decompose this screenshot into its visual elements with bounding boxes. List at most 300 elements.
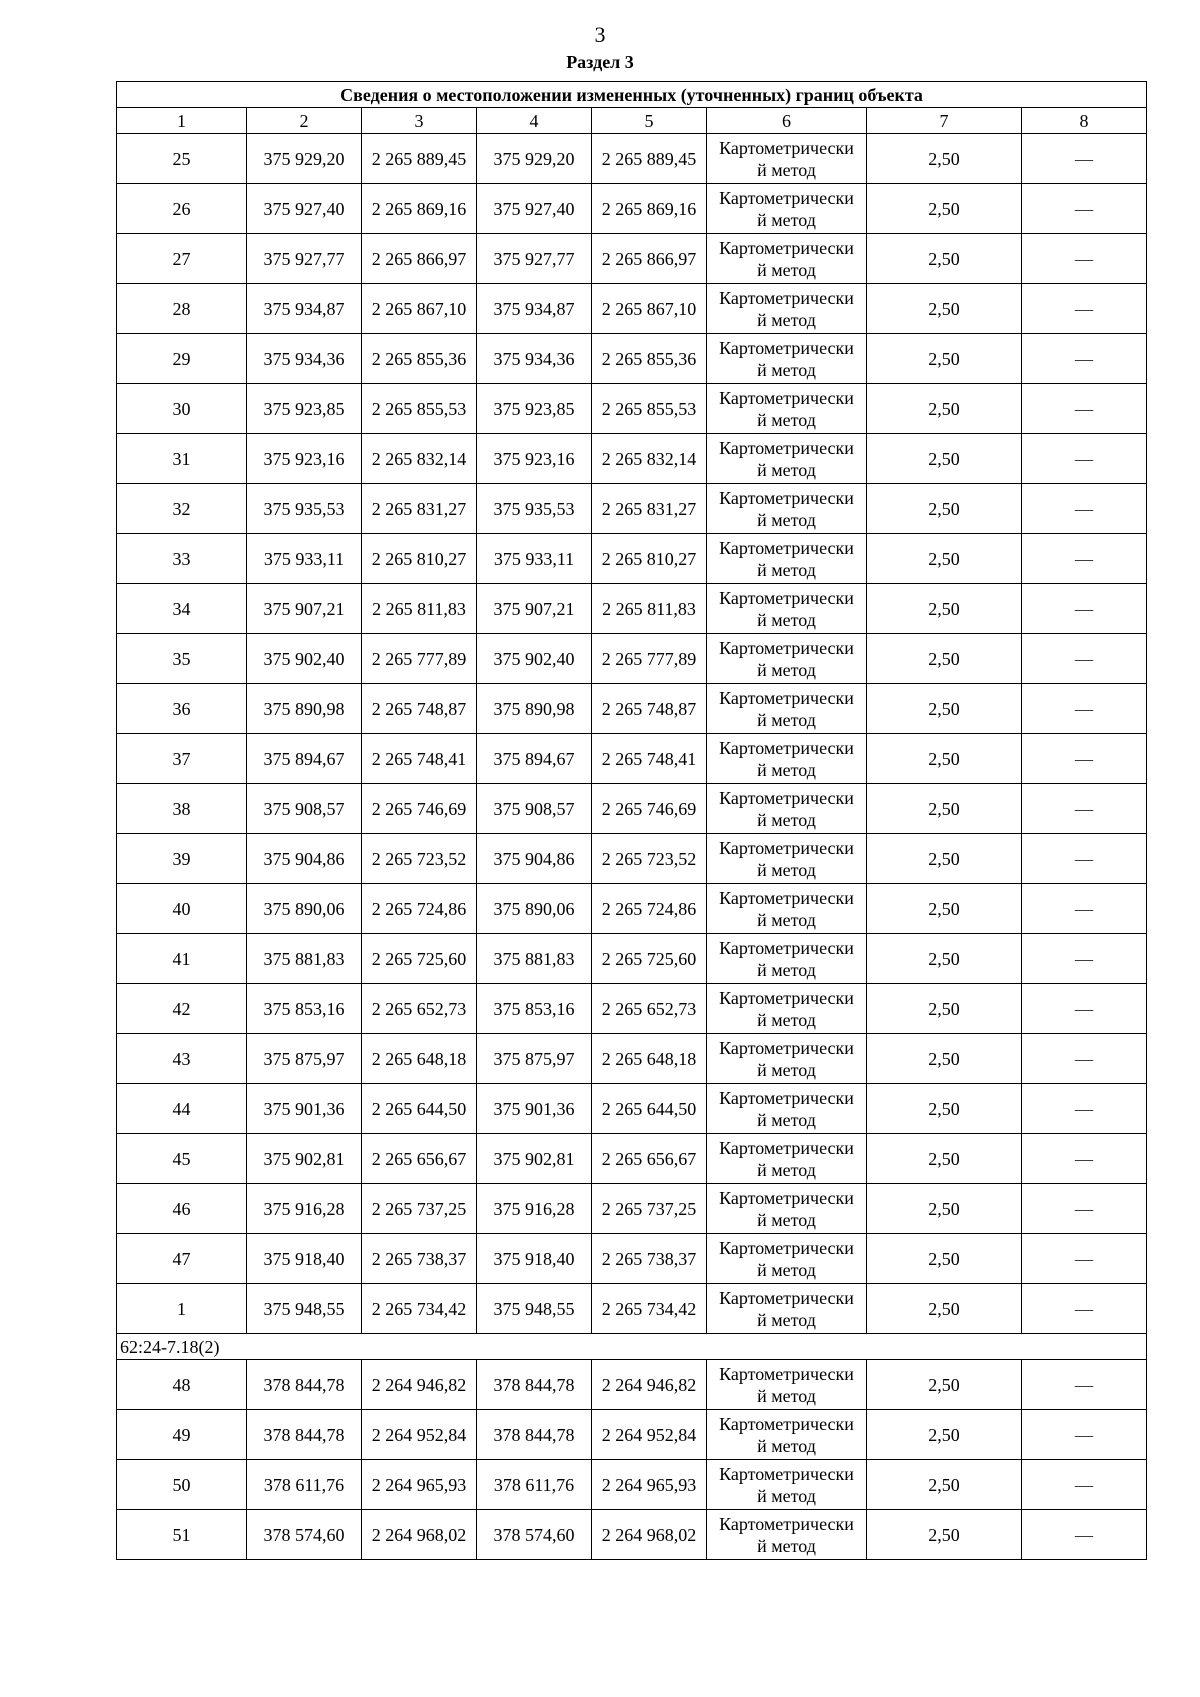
method-line-1: Картометрически xyxy=(719,1087,854,1108)
existing-y-cell: 2 265 746,69 xyxy=(362,784,477,834)
existing-x-cell: 375 890,98 xyxy=(247,684,362,734)
refined-x-cell: 375 904,86 xyxy=(477,834,592,884)
method-line-2: й метод xyxy=(757,1435,816,1456)
point-number-cell: 31 xyxy=(117,434,247,484)
point-number-cell: 47 xyxy=(117,1234,247,1284)
refined-x-cell: 375 916,28 xyxy=(477,1184,592,1234)
existing-x-cell: 375 894,67 xyxy=(247,734,362,784)
existing-x-cell: 378 574,60 xyxy=(247,1510,362,1560)
point-number-cell: 37 xyxy=(117,734,247,784)
existing-x-cell: 375 935,53 xyxy=(247,484,362,534)
point-number-cell: 32 xyxy=(117,484,247,534)
description-cell: — xyxy=(1022,834,1147,884)
group-row xyxy=(117,1334,1147,1360)
method-line-2: й метод xyxy=(757,859,816,880)
existing-x-cell: 378 611,76 xyxy=(247,1460,362,1510)
method-cell xyxy=(707,834,867,884)
method-line-1: Картометрически xyxy=(719,1287,854,1308)
method-line-1: Картометрически xyxy=(719,1037,854,1058)
refined-x-cell: 375 918,40 xyxy=(477,1234,592,1284)
refined-x-cell: 375 948,55 xyxy=(477,1284,592,1334)
refined-y-cell: 2 265 723,52 xyxy=(592,834,707,884)
page-number: 3 xyxy=(594,22,606,47)
method-cell xyxy=(707,1184,867,1234)
method-line-2: й метод xyxy=(757,1259,816,1280)
existing-y-cell: 2 265 723,52 xyxy=(362,834,477,884)
existing-x-cell: 375 927,77 xyxy=(247,234,362,284)
method-cell xyxy=(707,284,867,334)
existing-y-cell: 2 264 968,02 xyxy=(362,1510,477,1560)
description-cell: — xyxy=(1022,284,1147,334)
method-line-1: Картометрически xyxy=(719,337,854,358)
refined-y-cell: 2 265 738,37 xyxy=(592,1234,707,1284)
accuracy-cell: 2,50 xyxy=(867,284,1022,334)
method-line-2: й метод xyxy=(757,1485,816,1506)
accuracy-cell: 2,50 xyxy=(867,884,1022,934)
method-line-2: й метод xyxy=(757,709,816,730)
description-cell: — xyxy=(1022,1284,1147,1334)
accuracy-cell: 2,50 xyxy=(867,1134,1022,1184)
method-line-1: Картометрически xyxy=(719,387,854,408)
method-cell xyxy=(707,434,867,484)
point-number-cell: 35 xyxy=(117,634,247,684)
description-cell: — xyxy=(1022,134,1147,184)
refined-y-cell: 2 265 855,53 xyxy=(592,384,707,434)
refined-y-cell: 2 265 811,83 xyxy=(592,584,707,634)
accuracy-cell: 2,50 xyxy=(867,584,1022,634)
existing-y-cell: 2 265 866,97 xyxy=(362,234,477,284)
table-row xyxy=(117,134,1147,184)
method-cell xyxy=(707,1134,867,1184)
point-number-cell: 27 xyxy=(117,234,247,284)
existing-x-cell: 375 929,20 xyxy=(247,134,362,184)
method-line-2: й метод xyxy=(757,959,816,980)
existing-x-cell: 375 918,40 xyxy=(247,1234,362,1284)
method-cell xyxy=(707,384,867,434)
method-line-2: й метод xyxy=(757,309,816,330)
point-number-cell: 43 xyxy=(117,1034,247,1084)
refined-x-cell: 378 611,76 xyxy=(477,1460,592,1510)
method-cell xyxy=(707,1284,867,1334)
point-number-cell: 41 xyxy=(117,934,247,984)
method-line-2: й метод xyxy=(757,659,816,680)
point-number-cell: 26 xyxy=(117,184,247,234)
description-cell: — xyxy=(1022,1234,1147,1284)
method-cell xyxy=(707,634,867,684)
existing-x-cell: 375 853,16 xyxy=(247,984,362,1034)
refined-y-cell: 2 265 889,45 xyxy=(592,134,707,184)
point-number-cell: 48 xyxy=(117,1360,247,1410)
description-cell: — xyxy=(1022,1410,1147,1460)
existing-x-cell: 378 844,78 xyxy=(247,1410,362,1460)
column-number-header: 2 xyxy=(247,108,362,134)
accuracy-cell: 2,50 xyxy=(867,534,1022,584)
table-row xyxy=(117,884,1147,934)
group-label: 62:24-7.18(2) xyxy=(117,1334,1147,1360)
existing-y-cell: 2 265 889,45 xyxy=(362,134,477,184)
existing-x-cell: 375 934,87 xyxy=(247,284,362,334)
existing-x-cell: 375 901,36 xyxy=(247,1084,362,1134)
refined-y-cell: 2 265 855,36 xyxy=(592,334,707,384)
refined-x-cell: 375 933,11 xyxy=(477,534,592,584)
description-cell: — xyxy=(1022,484,1147,534)
description-cell: — xyxy=(1022,534,1147,584)
existing-y-cell: 2 264 952,84 xyxy=(362,1410,477,1460)
table-row xyxy=(117,1084,1147,1134)
existing-x-cell: 375 875,97 xyxy=(247,1034,362,1084)
description-cell: — xyxy=(1022,1184,1147,1234)
refined-y-cell: 2 264 965,93 xyxy=(592,1460,707,1510)
existing-y-cell: 2 265 855,53 xyxy=(362,384,477,434)
existing-y-cell: 2 265 738,37 xyxy=(362,1234,477,1284)
point-number-cell: 29 xyxy=(117,334,247,384)
refined-x-cell: 375 890,98 xyxy=(477,684,592,734)
refined-x-cell: 375 934,36 xyxy=(477,334,592,384)
refined-y-cell: 2 265 777,89 xyxy=(592,634,707,684)
method-line-1: Картометрически xyxy=(719,537,854,558)
existing-x-cell: 375 904,86 xyxy=(247,834,362,884)
accuracy-cell: 2,50 xyxy=(867,384,1022,434)
method-cell xyxy=(707,584,867,634)
column-number-header: 3 xyxy=(362,108,477,134)
method-cell xyxy=(707,1360,867,1410)
method-line-1: Картометрически xyxy=(719,187,854,208)
method-cell xyxy=(707,884,867,934)
point-number-cell: 51 xyxy=(117,1510,247,1560)
point-number-cell: 25 xyxy=(117,134,247,184)
refined-x-cell: 378 574,60 xyxy=(477,1510,592,1560)
method-cell xyxy=(707,784,867,834)
refined-x-cell: 375 923,16 xyxy=(477,434,592,484)
method-line-2: й метод xyxy=(757,359,816,380)
existing-x-cell: 375 923,85 xyxy=(247,384,362,434)
method-cell xyxy=(707,234,867,284)
table-row xyxy=(117,684,1147,734)
existing-y-cell: 2 265 831,27 xyxy=(362,484,477,534)
method-cell xyxy=(707,334,867,384)
table-row xyxy=(117,384,1147,434)
accuracy-cell: 2,50 xyxy=(867,1410,1022,1460)
method-line-2: й метод xyxy=(757,159,816,180)
method-line-2: й метод xyxy=(757,809,816,830)
point-number-cell: 38 xyxy=(117,784,247,834)
table-row xyxy=(117,184,1147,234)
table-caption: Сведения о местоположении измененных (уточненных) границ объекта xyxy=(117,82,1147,108)
point-number-cell: 1 xyxy=(117,1284,247,1334)
accuracy-cell: 2,50 xyxy=(867,1084,1022,1134)
column-number-header: 6 xyxy=(707,108,867,134)
table-row xyxy=(117,834,1147,884)
method-line-2: й метод xyxy=(757,1059,816,1080)
method-line-1: Картометрически xyxy=(719,287,854,308)
point-number-cell: 44 xyxy=(117,1084,247,1134)
refined-x-cell: 375 929,20 xyxy=(477,134,592,184)
table-row xyxy=(117,1134,1147,1184)
accuracy-cell: 2,50 xyxy=(867,334,1022,384)
table-row xyxy=(117,784,1147,834)
description-cell: — xyxy=(1022,1360,1147,1410)
existing-x-cell: 375 902,81 xyxy=(247,1134,362,1184)
existing-y-cell: 2 264 965,93 xyxy=(362,1460,477,1510)
accuracy-cell: 2,50 xyxy=(867,1034,1022,1084)
column-number-header: 8 xyxy=(1022,108,1147,134)
accuracy-cell: 2,50 xyxy=(867,484,1022,534)
refined-x-cell: 375 927,77 xyxy=(477,234,592,284)
method-line-1: Картометрически xyxy=(719,1363,854,1384)
table-row xyxy=(117,284,1147,334)
description-cell: — xyxy=(1022,684,1147,734)
point-number-cell: 40 xyxy=(117,884,247,934)
column-number-row xyxy=(117,108,1147,134)
refined-x-cell: 375 901,36 xyxy=(477,1084,592,1134)
refined-x-cell: 375 875,97 xyxy=(477,1034,592,1084)
method-line-1: Картометрически xyxy=(719,1513,854,1534)
existing-y-cell: 2 265 656,67 xyxy=(362,1134,477,1184)
description-cell: — xyxy=(1022,584,1147,634)
method-line-1: Картометрически xyxy=(719,1463,854,1484)
point-number-cell: 34 xyxy=(117,584,247,634)
accuracy-cell: 2,50 xyxy=(867,1284,1022,1334)
existing-y-cell: 2 265 867,10 xyxy=(362,284,477,334)
description-cell: — xyxy=(1022,1460,1147,1510)
table-row xyxy=(117,534,1147,584)
accuracy-cell: 2,50 xyxy=(867,184,1022,234)
existing-y-cell: 2 265 855,36 xyxy=(362,334,477,384)
method-line-2: й метод xyxy=(757,909,816,930)
existing-y-cell: 2 264 946,82 xyxy=(362,1360,477,1410)
existing-y-cell: 2 265 748,41 xyxy=(362,734,477,784)
method-line-1: Картометрически xyxy=(719,987,854,1008)
boundary-coordinates-table xyxy=(116,81,1147,1560)
description-cell: — xyxy=(1022,734,1147,784)
refined-x-cell: 375 927,40 xyxy=(477,184,592,234)
existing-x-cell: 378 844,78 xyxy=(247,1360,362,1410)
method-line-2: й метод xyxy=(757,459,816,480)
method-line-1: Картометрически xyxy=(719,487,854,508)
method-line-2: й метод xyxy=(757,1385,816,1406)
description-cell: — xyxy=(1022,334,1147,384)
point-number-cell: 28 xyxy=(117,284,247,334)
refined-y-cell: 2 265 869,16 xyxy=(592,184,707,234)
method-line-1: Картометрически xyxy=(719,137,854,158)
method-line-2: й метод xyxy=(757,759,816,780)
description-cell: — xyxy=(1022,1134,1147,1184)
description-cell: — xyxy=(1022,234,1147,284)
column-number-header: 5 xyxy=(592,108,707,134)
table-row xyxy=(117,734,1147,784)
table-row xyxy=(117,1460,1147,1510)
point-number-cell: 33 xyxy=(117,534,247,584)
method-line-1: Картометрически xyxy=(719,637,854,658)
description-cell: — xyxy=(1022,884,1147,934)
refined-y-cell: 2 265 724,86 xyxy=(592,884,707,934)
point-number-cell: 46 xyxy=(117,1184,247,1234)
table-row xyxy=(117,1360,1147,1410)
table-row xyxy=(117,234,1147,284)
accuracy-cell: 2,50 xyxy=(867,734,1022,784)
method-line-2: й метод xyxy=(757,1009,816,1030)
table-row xyxy=(117,584,1147,634)
method-cell xyxy=(707,1084,867,1134)
method-line-1: Картометрически xyxy=(719,737,854,758)
method-cell xyxy=(707,684,867,734)
refined-x-cell: 375 902,40 xyxy=(477,634,592,684)
description-cell: — xyxy=(1022,984,1147,1034)
refined-y-cell: 2 265 748,87 xyxy=(592,684,707,734)
table-row xyxy=(117,334,1147,384)
existing-x-cell: 375 927,40 xyxy=(247,184,362,234)
refined-y-cell: 2 265 810,27 xyxy=(592,534,707,584)
accuracy-cell: 2,50 xyxy=(867,1184,1022,1234)
method-line-1: Картометрически xyxy=(719,587,854,608)
existing-y-cell: 2 265 869,16 xyxy=(362,184,477,234)
description-cell: — xyxy=(1022,1084,1147,1134)
refined-y-cell: 2 265 867,10 xyxy=(592,284,707,334)
refined-x-cell: 375 923,85 xyxy=(477,384,592,434)
point-number-cell: 49 xyxy=(117,1410,247,1460)
method-cell xyxy=(707,1410,867,1460)
refined-x-cell: 375 907,21 xyxy=(477,584,592,634)
accuracy-cell: 2,50 xyxy=(867,834,1022,884)
description-cell: — xyxy=(1022,634,1147,684)
existing-x-cell: 375 902,40 xyxy=(247,634,362,684)
accuracy-cell: 2,50 xyxy=(867,434,1022,484)
method-cell xyxy=(707,1460,867,1510)
refined-y-cell: 2 265 746,69 xyxy=(592,784,707,834)
refined-x-cell: 375 853,16 xyxy=(477,984,592,1034)
refined-y-cell: 2 265 725,60 xyxy=(592,934,707,984)
point-number-cell: 50 xyxy=(117,1460,247,1510)
refined-x-cell: 375 890,06 xyxy=(477,884,592,934)
existing-x-cell: 375 916,28 xyxy=(247,1184,362,1234)
description-cell: — xyxy=(1022,1034,1147,1084)
accuracy-cell: 2,50 xyxy=(867,1234,1022,1284)
table-row xyxy=(117,934,1147,984)
existing-y-cell: 2 265 652,73 xyxy=(362,984,477,1034)
existing-y-cell: 2 265 644,50 xyxy=(362,1084,477,1134)
refined-y-cell: 2 265 734,42 xyxy=(592,1284,707,1334)
method-cell xyxy=(707,534,867,584)
column-number-header: 4 xyxy=(477,108,592,134)
accuracy-cell: 2,50 xyxy=(867,984,1022,1034)
table-row xyxy=(117,1034,1147,1084)
table-row xyxy=(117,1510,1147,1560)
method-cell xyxy=(707,1510,867,1560)
existing-y-cell: 2 265 832,14 xyxy=(362,434,477,484)
existing-y-cell: 2 265 777,89 xyxy=(362,634,477,684)
existing-x-cell: 375 881,83 xyxy=(247,934,362,984)
refined-x-cell: 375 902,81 xyxy=(477,1134,592,1184)
table-row xyxy=(117,1234,1147,1284)
method-line-1: Картометрически xyxy=(719,1187,854,1208)
refined-x-cell: 375 894,67 xyxy=(477,734,592,784)
accuracy-cell: 2,50 xyxy=(867,1460,1022,1510)
accuracy-cell: 2,50 xyxy=(867,634,1022,684)
method-line-1: Картометрически xyxy=(719,237,854,258)
accuracy-cell: 2,50 xyxy=(867,234,1022,284)
method-cell xyxy=(707,934,867,984)
refined-x-cell: 375 908,57 xyxy=(477,784,592,834)
method-line-2: й метод xyxy=(757,509,816,530)
method-line-1: Картометрически xyxy=(719,837,854,858)
accuracy-cell: 2,50 xyxy=(867,684,1022,734)
existing-x-cell: 375 908,57 xyxy=(247,784,362,834)
method-cell xyxy=(707,1034,867,1084)
point-number-cell: 36 xyxy=(117,684,247,734)
refined-x-cell: 378 844,78 xyxy=(477,1360,592,1410)
section-title: Раздел 3 xyxy=(566,52,634,72)
table-row xyxy=(117,1284,1147,1334)
refined-x-cell: 378 844,78 xyxy=(477,1410,592,1460)
method-cell xyxy=(707,734,867,784)
method-line-2: й метод xyxy=(757,1535,816,1556)
refined-y-cell: 2 265 737,25 xyxy=(592,1184,707,1234)
column-number-header: 7 xyxy=(867,108,1022,134)
point-number-cell: 45 xyxy=(117,1134,247,1184)
refined-y-cell: 2 265 748,41 xyxy=(592,734,707,784)
existing-y-cell: 2 265 724,86 xyxy=(362,884,477,934)
method-cell xyxy=(707,984,867,1034)
existing-x-cell: 375 948,55 xyxy=(247,1284,362,1334)
accuracy-cell: 2,50 xyxy=(867,1510,1022,1560)
existing-x-cell: 375 923,16 xyxy=(247,434,362,484)
method-cell xyxy=(707,134,867,184)
table-row xyxy=(117,434,1147,484)
point-number-cell: 42 xyxy=(117,984,247,1034)
description-cell: — xyxy=(1022,184,1147,234)
description-cell: — xyxy=(1022,434,1147,484)
accuracy-cell: 2,50 xyxy=(867,934,1022,984)
accuracy-cell: 2,50 xyxy=(867,784,1022,834)
method-line-2: й метод xyxy=(757,259,816,280)
existing-x-cell: 375 890,06 xyxy=(247,884,362,934)
method-cell xyxy=(707,484,867,534)
description-cell: — xyxy=(1022,784,1147,834)
refined-x-cell: 375 934,87 xyxy=(477,284,592,334)
existing-y-cell: 2 265 810,27 xyxy=(362,534,477,584)
method-cell xyxy=(707,1234,867,1284)
method-line-2: й метод xyxy=(757,609,816,630)
description-cell: — xyxy=(1022,384,1147,434)
method-line-1: Картометрически xyxy=(719,687,854,708)
refined-y-cell: 2 265 866,97 xyxy=(592,234,707,284)
method-line-2: й метод xyxy=(757,209,816,230)
existing-x-cell: 375 907,21 xyxy=(247,584,362,634)
point-number-cell: 39 xyxy=(117,834,247,884)
method-line-2: й метод xyxy=(757,559,816,580)
existing-y-cell: 2 265 737,25 xyxy=(362,1184,477,1234)
point-number-cell: 30 xyxy=(117,384,247,434)
method-line-2: й метод xyxy=(757,409,816,430)
refined-y-cell: 2 265 832,14 xyxy=(592,434,707,484)
refined-x-cell: 375 881,83 xyxy=(477,934,592,984)
method-line-1: Картометрически xyxy=(719,437,854,458)
description-cell: — xyxy=(1022,934,1147,984)
method-line-1: Картометрически xyxy=(719,1237,854,1258)
refined-y-cell: 2 265 656,67 xyxy=(592,1134,707,1184)
table-row xyxy=(117,1184,1147,1234)
refined-x-cell: 375 935,53 xyxy=(477,484,592,534)
column-number-header: 1 xyxy=(117,108,247,134)
method-line-2: й метод xyxy=(757,1209,816,1230)
table-row xyxy=(117,634,1147,684)
existing-y-cell: 2 265 748,87 xyxy=(362,684,477,734)
method-line-1: Картометрически xyxy=(719,937,854,958)
method-line-2: й метод xyxy=(757,1109,816,1130)
method-cell xyxy=(707,184,867,234)
existing-y-cell: 2 265 648,18 xyxy=(362,1034,477,1084)
refined-y-cell: 2 264 968,02 xyxy=(592,1510,707,1560)
